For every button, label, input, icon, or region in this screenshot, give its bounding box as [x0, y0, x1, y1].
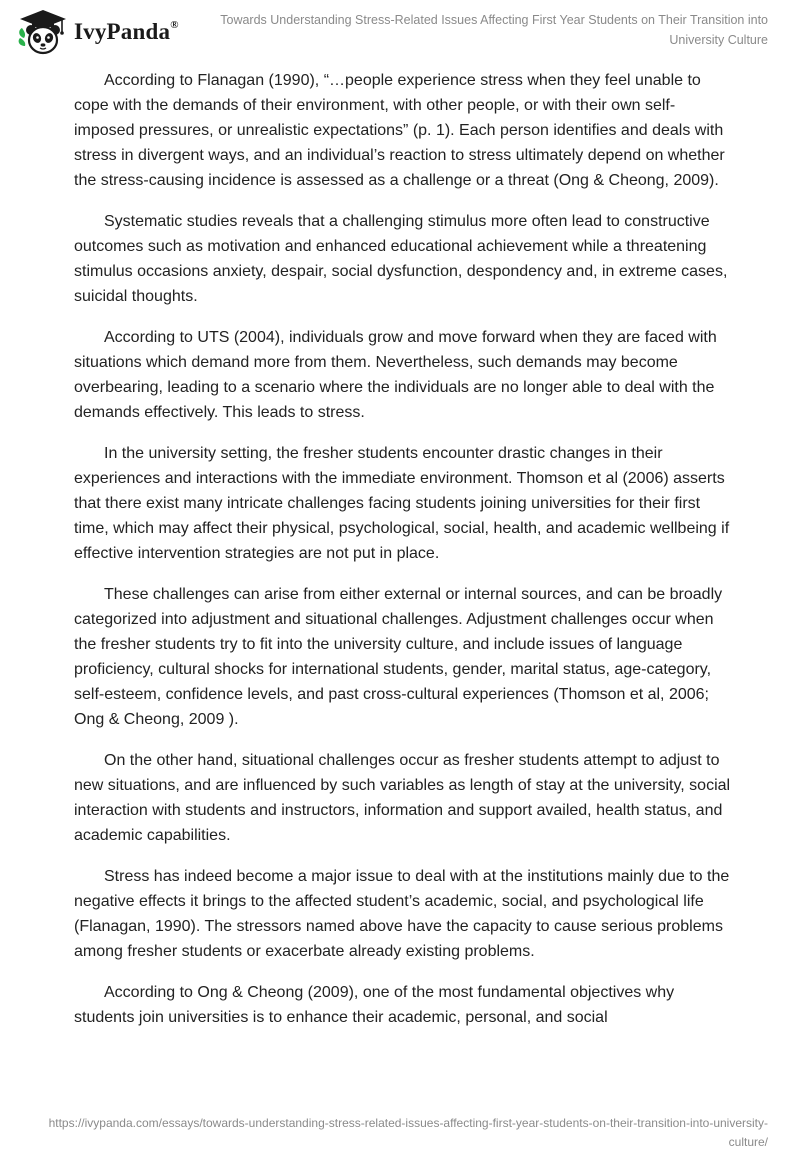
essay-body — [74, 68, 734, 1046]
paragraph: According to UTS (2004), individuals grow and move forward when they are faced with situations which demand more from them. Nevertheless, such demands may become overbearing, leading to a scenario where the individuals are no longer able to deal with the demands effectively. This leads to stress. — [74, 329, 717, 421]
page-header — [0, 0, 800, 60]
paragraph: In the university setting, the fresher students encounter drastic changes in their experiences and interactions with the immediate environment. Thomson et al (2006) asserts that there exist many intricate challenges facing students joining universities for their first time, which may affect their physical, psychological, social, health, and academic wellbeing if effective intervention strategies are not put in place. — [74, 445, 730, 562]
document-title: Towards Understanding Stress-Related Issues Affecting First Year Students on Their Transition into University Culture — [220, 13, 768, 47]
ivypanda-logo[interactable] — [16, 8, 216, 56]
paragraph: On the other hand, situational challenges occur as fresher students attempt to adjust to new situations, and are influenced by such variables as length of stay at the university, social interaction with students and instructors, information and support availed, health status, and academic capabilities. — [74, 752, 731, 844]
paragraph: According to Flanagan (1990), “…people experience stress when they feel unable to cope with the demands of their environment, with other people, or with their own self-imposed pressures, or unrealistic expectations” (p. 1). Each person identifies and deals with stress in divergent ways, and an individual’s reaction to stress ultimately depend on whether the stress-causing incidence is assessed as a challenge or a threat (Ong & Cheong, 2009). — [74, 72, 725, 189]
brand-name — [74, 19, 179, 45]
brand-text: IvyPanda — [74, 19, 171, 44]
paragraph: These challenges can arise from either external or internal sources, and can be broadly categorized into adjustment and situational challenges. Adjustment challenges occur when the fresher students try to fit into the university culture, and include issues of language proficiency, cultural shocks for international students, gender, marital status, age-category, self-esteem, confidence levels, and past cross-cultural experiences (Thomson et al, 2006; Ong & Cheong, 2009 ). — [74, 586, 723, 728]
registered-mark: ® — [170, 19, 179, 32]
paragraph: Systematic studies reveals that a challenging stimulus more often lead to constructive outcomes such as motivation and enhanced educational achievement while a threatening stimulus occasions anxiety, despair, social dysfunction, despondency and, in extreme cases, suicidal thoughts. — [74, 213, 728, 305]
source-url-link[interactable]: https://ivypanda.com/essays/towards-understanding-stress-related-issues-affecting-first-year-students-on-their-transition-into-university-culture/ — [48, 1116, 768, 1149]
panda-graduate-icon — [16, 8, 70, 56]
paragraph: Stress has indeed become a major issue to deal with at the institutions mainly due to the negative effects it brings to the affected student’s academic, social, and psychological life (Flanagan, 1990). The stressors named above have the capacity to cause serious problems among fresher students or exacerbate already existing problems. — [74, 868, 730, 960]
paragraph: According to Ong & Cheong (2009), one of the most fundamental objectives why students join universities is to enhance their academic, personal, and social — [74, 984, 675, 1026]
